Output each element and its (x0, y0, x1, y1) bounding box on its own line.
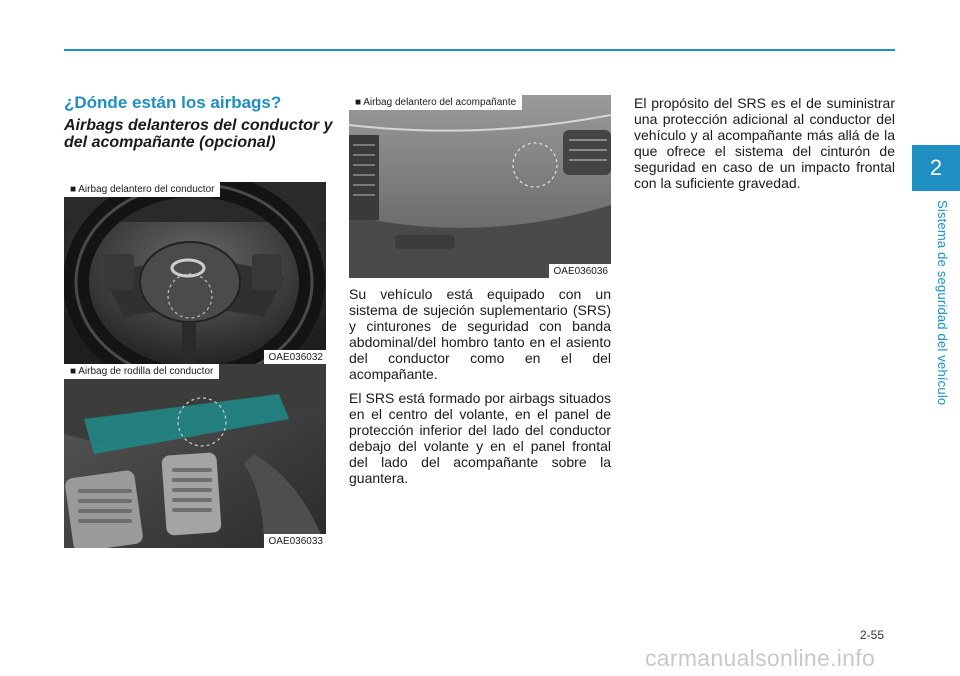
body-column-right (634, 95, 895, 199)
figure-code: OAE036036 (549, 264, 612, 278)
figure-caption: ■ Airbag delantero del conductor (64, 182, 220, 197)
page-number: 2-55 (860, 628, 885, 642)
paragraph: El SRS está formado por airbags situados en el centro del volante, en el panel de protección inferior del lado del conductor debajo del volante y en el panel frontal del lado del acompañante sobre la guantera. (349, 390, 611, 486)
paragraph: Su vehículo está equipado con un sistema de sujeción suplementario (SRS) y cinturones de seguridad con banda abdominal/del hombro tanto en el asiento del conductor como en el del acompañante. (349, 286, 611, 382)
chapter-side-title: Sistema de seguridad del vehículo (935, 200, 950, 406)
body-column-middle (349, 286, 611, 494)
footer-watermark: carmanualsonline.info (645, 645, 876, 671)
figure-knee-airbag (64, 364, 326, 548)
figure-code: OAE036033 (264, 534, 327, 548)
paragraph: El propósito del SRS es el de suministrar una protección adicional al conductor del vehículo y al acompañante más allá de la que ofrece el sistema del cinturón de seguridad en caso de un impacto frontal con la suficiente gravedad. (634, 95, 895, 191)
figure-code: OAE036032 (264, 350, 327, 364)
steering-wheel-illustration (64, 182, 326, 364)
passenger-airbag-illustration (349, 95, 611, 278)
figure-driver-airbag (64, 182, 326, 364)
section-title: ¿Dónde están los airbags? (64, 93, 282, 112)
knee-airbag-illustration (64, 364, 326, 548)
figure-passenger-airbag (349, 95, 611, 278)
section-subtitle: Airbags delanteros del conductor y del acompañante (opcional) (64, 117, 333, 151)
figure-caption: ■ Airbag de rodilla del conductor (64, 364, 219, 379)
header-rule (64, 49, 895, 51)
figure-caption: ■ Airbag delantero del acompañante (349, 95, 522, 110)
chapter-tab[interactable]: 2 (912, 145, 960, 191)
